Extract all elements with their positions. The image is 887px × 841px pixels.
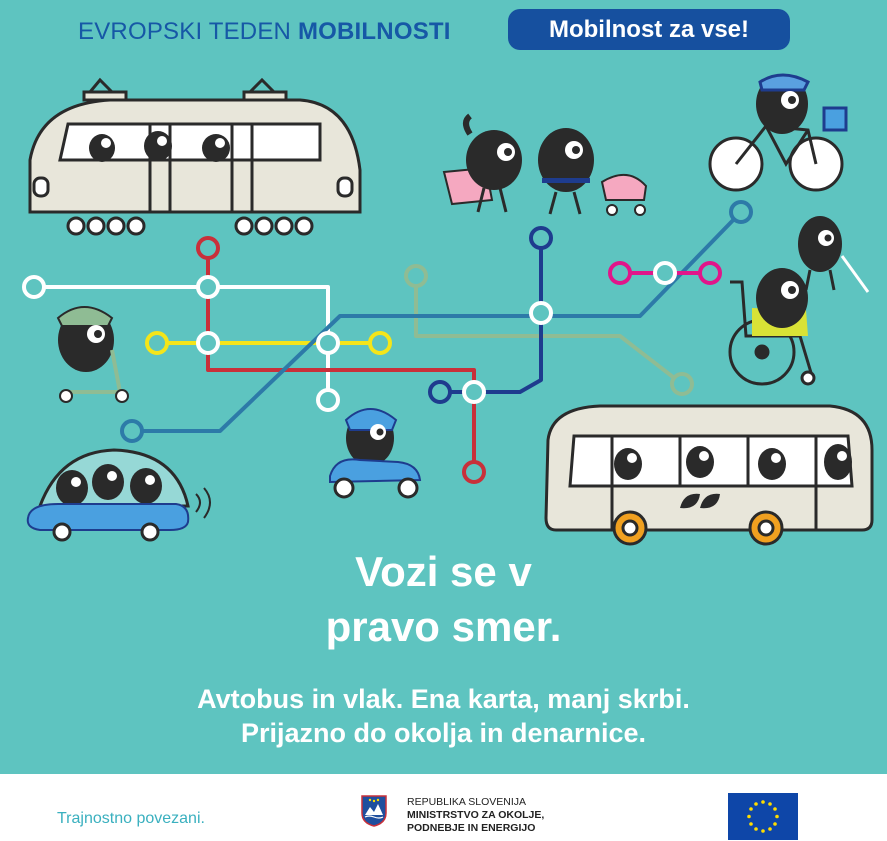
kick-scooter-illustration — [58, 307, 128, 402]
headline-line-2: pravo smer. — [325, 603, 562, 650]
station — [370, 333, 390, 353]
subline-line-2: Prijazno do okolja in denarnice. — [240, 718, 647, 748]
headline — [0, 544, 887, 654]
station — [531, 228, 551, 248]
red-line — [208, 248, 474, 472]
ministry-line-1: REPUBLIKA SLOVENIJA — [407, 796, 527, 808]
footer — [0, 774, 887, 841]
ministry-line-3: PODNEBJE IN ENERGIJO — [407, 822, 536, 834]
ministry-name — [407, 796, 544, 835]
headline-line-1: Vozi se v — [355, 548, 532, 595]
car-illustration — [28, 450, 210, 540]
sage-line — [416, 276, 682, 384]
family-with-pram-illustration — [444, 116, 646, 215]
station — [531, 303, 551, 323]
station — [198, 333, 218, 353]
station — [318, 390, 338, 410]
eu-flag-icon — [728, 793, 798, 840]
footer-tagline: Trajnostno povezani. — [57, 810, 205, 827]
slogan-text: Mobilnost za vse! — [548, 15, 750, 43]
station — [198, 277, 218, 297]
station — [610, 263, 630, 283]
slovenia-crest-icon — [361, 795, 387, 827]
station — [318, 333, 338, 353]
station — [700, 263, 720, 283]
pedestrian-with-cane-illustration — [798, 216, 868, 292]
station — [24, 277, 44, 297]
bus-illustration — [546, 406, 872, 544]
station — [406, 266, 426, 286]
brand-bold: MOBILNOSTI — [297, 18, 451, 45]
brand-prefix: EVROPSKI TEDEN — [78, 18, 292, 45]
tram-illustration — [30, 80, 360, 234]
moped-illustration — [330, 409, 420, 497]
subline-line-1: Avtobus in vlak. Ena karta, manj skrbi. — [197, 684, 690, 714]
station — [198, 238, 218, 258]
station — [430, 382, 450, 402]
station — [122, 421, 142, 441]
station — [464, 462, 484, 482]
bicycle-illustration — [710, 74, 846, 190]
station — [147, 333, 167, 353]
station — [731, 202, 751, 222]
station — [655, 263, 675, 283]
subline — [0, 682, 887, 750]
station — [464, 382, 484, 402]
station — [672, 374, 692, 394]
wheelchair-illustration — [730, 268, 814, 384]
ministry-line-2: MINISTRSTVO ZA OKOLJE, — [407, 809, 545, 821]
